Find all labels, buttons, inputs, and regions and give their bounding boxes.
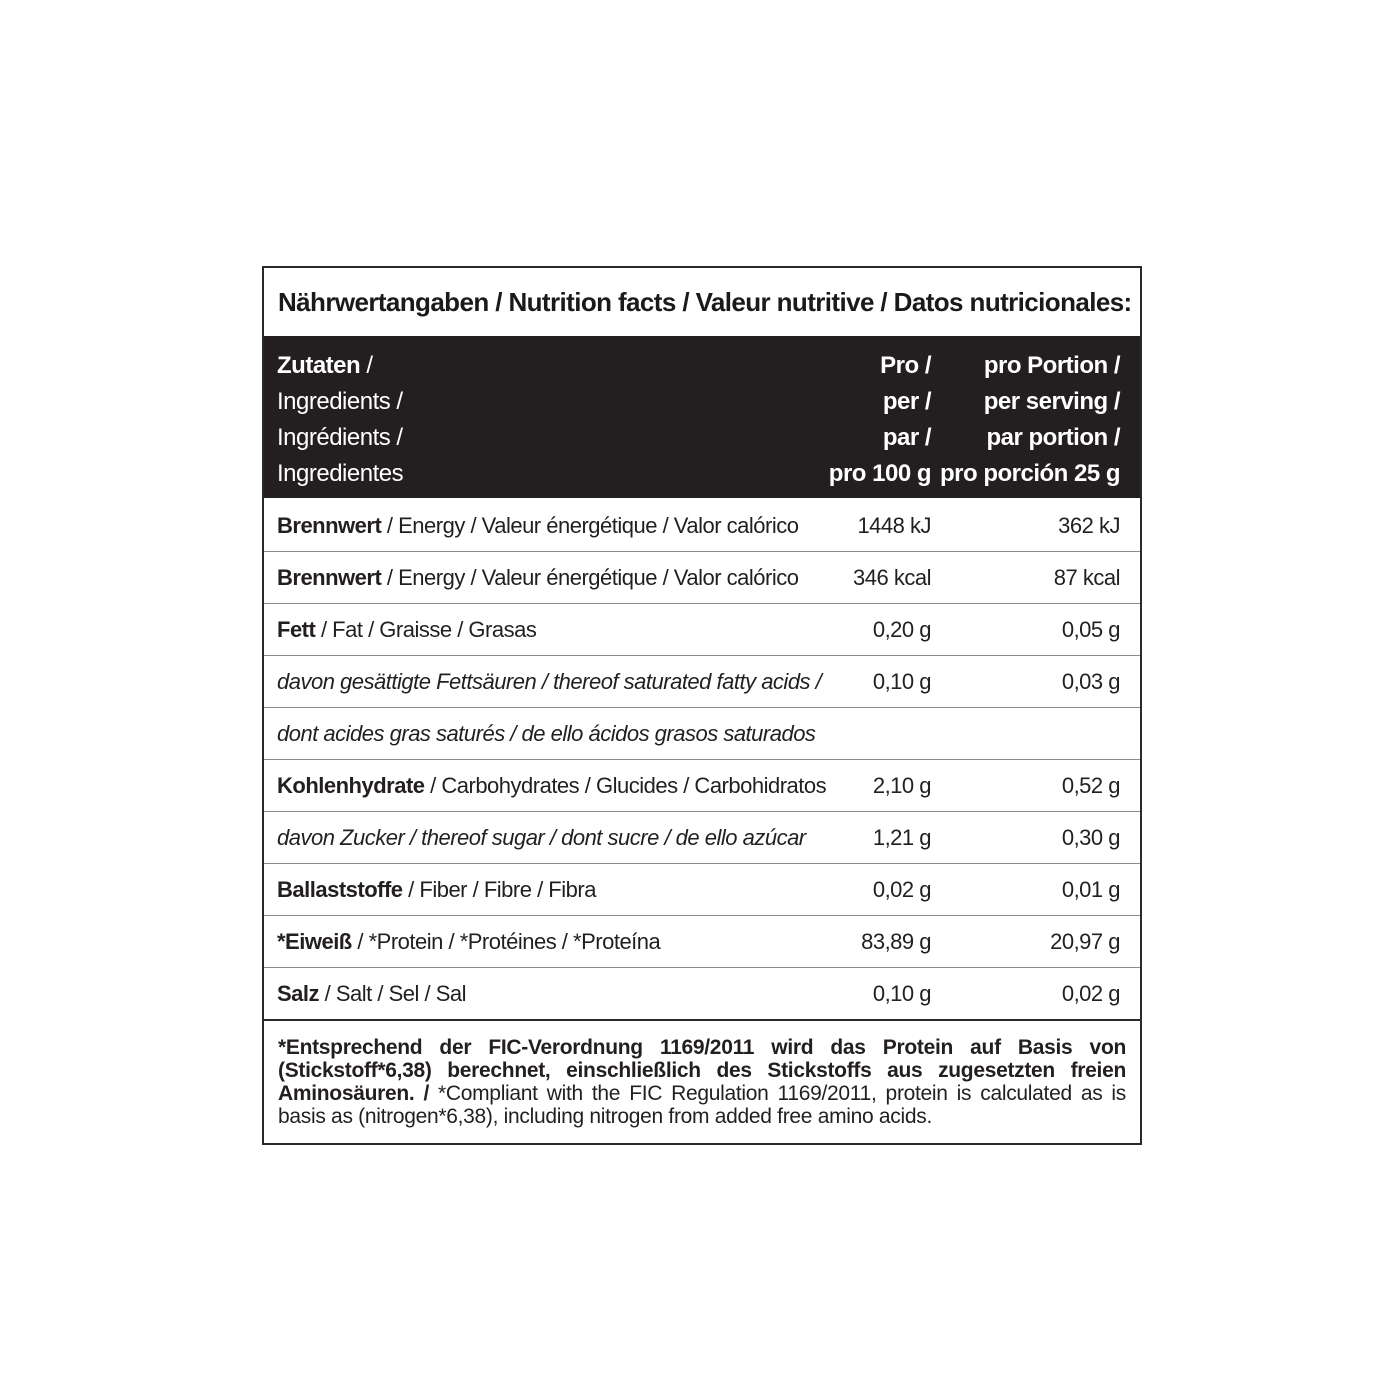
- row-label: Ballaststoffe / Fiber / Fibre / Fibra: [277, 877, 596, 902]
- header-per-serving-line-2: par portion /: [986, 424, 1120, 451]
- panel-title: Nährwertangaben / Nutrition facts / Valeur nutritive / Datos nutricionales:: [278, 286, 1132, 317]
- nutrition-rows: [264, 500, 1140, 1021]
- header-per-serving-line-3: pro porción 25 g: [939, 460, 1120, 487]
- row-value-per-100g: 1448 kJ: [857, 513, 931, 538]
- row-label: Fett / Fat / Graisse / Grasas: [277, 617, 537, 642]
- row-value-per-serving: 87 kcal: [1053, 565, 1120, 590]
- row-label: dont acides gras saturés / de ello ácidos grasos saturados: [277, 721, 816, 746]
- header-ingredients-line-2: Ingrédients /: [277, 424, 403, 451]
- row-label: Brennwert / Energy / Valeur énergétique / Valor calórico: [277, 513, 799, 538]
- row-label: davon gesättigte Fettsäuren / thereof saturated fatty acids /: [277, 669, 822, 694]
- header-per-100g-line-1: per /: [882, 388, 931, 415]
- table-row: [264, 500, 1140, 552]
- table-row: [264, 604, 1140, 656]
- row-value-per-100g: 0,20 g: [872, 617, 931, 642]
- row-value-per-100g: 1,21 g: [872, 825, 931, 850]
- table-row: [264, 760, 1140, 812]
- header-per-100g-line-2: par /: [882, 424, 931, 451]
- table-row: [264, 916, 1140, 968]
- header-ingredients: [277, 348, 403, 492]
- row-label: *Eiweiß / *Protein / *Protéines / *Proteína: [277, 929, 661, 954]
- header-per-serving: [940, 348, 1120, 492]
- row-value-per-100g: 0,02 g: [872, 877, 931, 902]
- row-value-per-100g: 83,89 g: [861, 929, 931, 954]
- header-per-100g-line-3: pro 100 g: [828, 460, 931, 487]
- row-value-per-serving: 362 kJ: [1058, 513, 1120, 538]
- header-per-serving-line-1: per serving /: [983, 388, 1120, 415]
- header-ingredients-line-0: Zutaten /: [277, 352, 373, 379]
- row-value-per-100g: 0,10 g: [872, 981, 931, 1006]
- row-value-per-100g: 2,10 g: [872, 773, 931, 798]
- row-value-per-100g: 0,10 g: [872, 669, 931, 694]
- footnote-german: *Entsprechend der FIC-Verordnung 1169/2011 wird das Protein auf Basis von (Stickstoff*6,38) berechnet, einschließlich des Stickstoffs aus zugesetzten freien Aminosäuren. /: [278, 1036, 1126, 1105]
- table-row: [264, 812, 1140, 864]
- nutrition-facts-panel: [262, 266, 1142, 1145]
- table-row: [264, 656, 1140, 708]
- header-ingredients-line-3: Ingredientes: [277, 460, 404, 487]
- row-value-per-serving: 0,02 g: [1061, 981, 1120, 1006]
- header-per-serving-line-0: pro Portion /: [983, 352, 1120, 379]
- footnote-english: *Compliant with the FIC Regulation 1169/2011, protein is calculated as is basis as (nitrogen*6,38), including nitrogen from added free amino acids.: [278, 1082, 1127, 1128]
- table-row: [264, 968, 1140, 1021]
- row-value-per-serving: 0,03 g: [1061, 669, 1120, 694]
- table-row: [264, 552, 1140, 604]
- row-label: Brennwert / Energy / Valeur énergétique / Valor calórico: [277, 565, 799, 590]
- row-label: Kohlenhydrate / Carbohydrates / Glucides / Carbohidratos: [277, 773, 827, 798]
- table-header: [264, 336, 1140, 498]
- protein-footnote: [278, 1036, 1126, 1128]
- row-value-per-100g: 346 kcal: [853, 565, 931, 590]
- row-value-per-serving: 0,01 g: [1061, 877, 1120, 902]
- table-row: [264, 864, 1140, 916]
- row-value-per-serving: 0,30 g: [1061, 825, 1120, 850]
- row-value-per-serving: 0,52 g: [1061, 773, 1120, 798]
- row-value-per-serving: 20,97 g: [1050, 929, 1120, 954]
- row-label: Salz / Salt / Sel / Sal: [277, 981, 467, 1006]
- row-label: davon Zucker / thereof sugar / dont sucre / de ello azúcar: [277, 825, 806, 850]
- row-value-per-serving: 0,05 g: [1061, 617, 1120, 642]
- header-per-100g: [829, 348, 931, 492]
- table-row: [264, 708, 1140, 760]
- header-per-100g-line-0: Pro /: [880, 352, 931, 379]
- header-ingredients-line-1: Ingredients /: [277, 388, 403, 415]
